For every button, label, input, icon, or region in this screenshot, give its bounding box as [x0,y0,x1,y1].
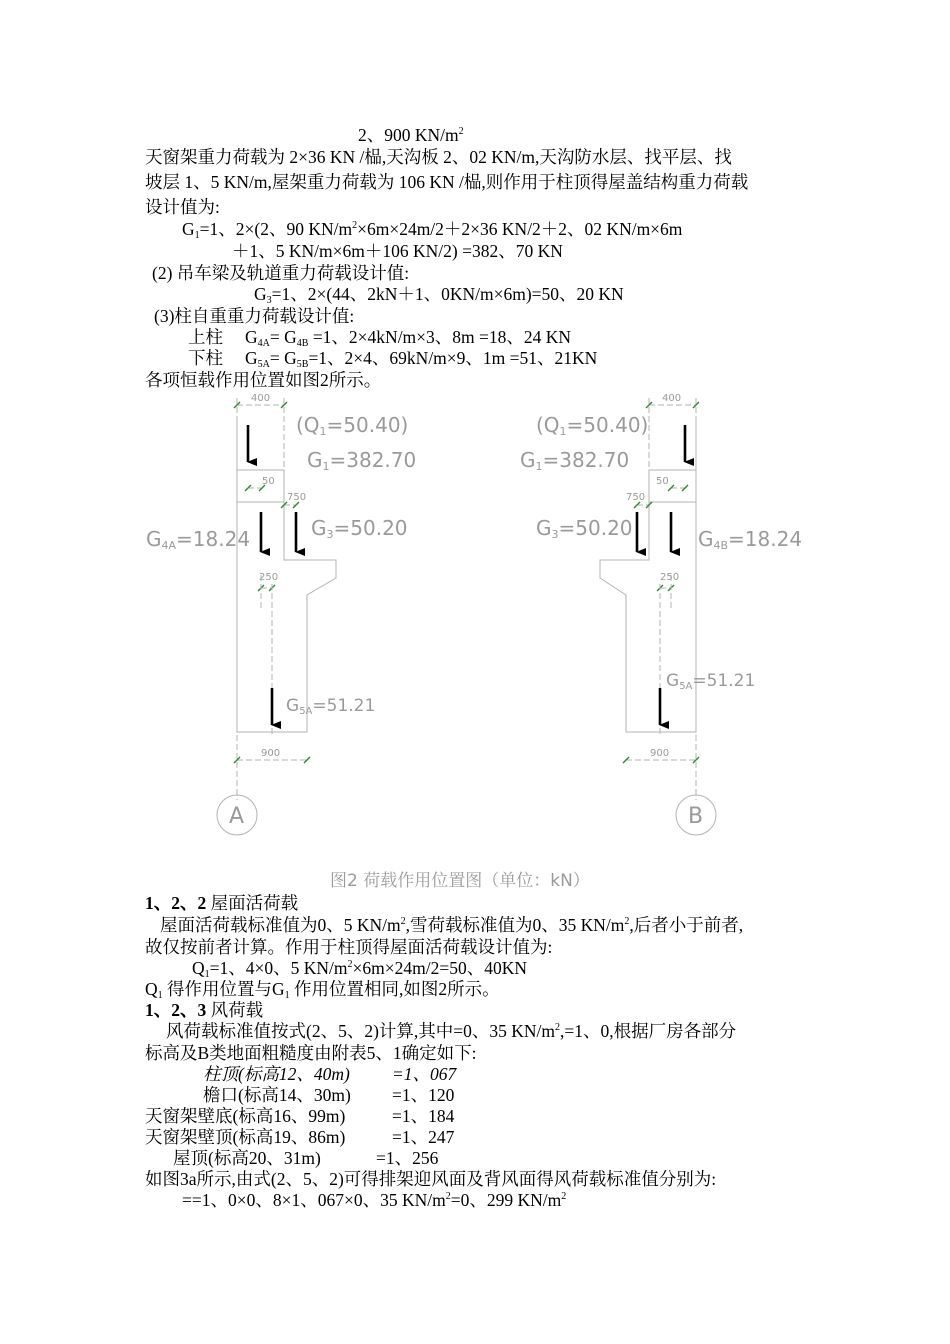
text-wind-load-3: 如图3a所示,由式(2、5、2)可得排架迎风面及背风面得风荷载标准值分别为: [145,1169,717,1189]
dim-750-a: 750 [287,492,307,503]
section-1-2-3-heading: 1、2、3 风荷载 [145,1000,264,1020]
formula-g1-line2: ＋1、5 KN/m×6m＋106 KN/2) =382、70 KN [232,241,563,261]
dim-900-a: 900 [261,748,281,759]
formula-g1-line1: $G_1=1$、2×(2、90 $KN/m^2\times 6m\times 24m/2+2\times 36$ KN/2＋2、02 KN/m×6m [182,219,683,241]
text-roof-live-load-2: 故仅按前者计算。作用于柱顶得屋面活荷载设计值为: [145,937,553,957]
text-column-self-weight: (3)柱自重重力荷载设计值: [154,306,355,326]
dim-50-a: 50 [262,476,275,487]
row-roof-top-value: =1、256 [376,1148,439,1168]
row-column-top-value: =1、067 [392,1064,457,1084]
dim-50-b: 50 [656,476,669,487]
label-g5a-a: G5A=51.21 [286,696,376,717]
row-eave-value: =1、120 [392,1085,455,1105]
row-roof-top-label: 屋顶(标高20、31m) [173,1148,321,1168]
text-line-4: 设计值为: [145,197,220,217]
label-g1-a: G1=382.70 [307,448,417,473]
dim-750-b: 750 [626,492,646,503]
formula-upper-column: 上柱 $G_{4A}= G_{4B} =1$、2×4kN/m×3、8m =18、24 KN [188,327,572,349]
text-line-1: 2、900 $KN/m^2$ [358,125,464,145]
figure-caption: 图2 荷载作用位置图（单位：kN） [330,871,590,891]
label-g3-b: G3=50.20 [536,516,633,541]
formula-wind-load: ==1、0×0、8×1、067×0、35 $KN/m^2=0$、299 $KN/m^2$ [182,1190,567,1210]
label-g1-b: G1=382.70 [520,448,630,473]
row-skylight-top-value: =1、247 [392,1127,455,1147]
row-eave-label: 檐口(标高14、30m) [203,1085,351,1105]
row-skylight-top-label: 天窗架壁顶(标高19、86m) [145,1127,346,1147]
text-wind-load-2: 标高及B类地面粗糙度由附表5、1确定如下: [145,1043,477,1063]
dim-400-a: 400 [251,393,271,404]
text-wind-load-1: 风荷载标准值按式(2、5、2)计算,其中=0、35 $KN/m^2,=1$、0,根据厂房各部分 [166,1021,737,1041]
row-skylight-bottom-value: =1、184 [392,1106,455,1126]
dim-250-b: 250 [660,572,680,583]
dim-400-b: 400 [662,393,682,404]
row-column-top-label: 柱顶(标高12、40m) [203,1064,350,1084]
text-roof-live-load-1: 屋面活荷载标准值为0、5 $KN/m^2$,雪荷载标准值为0、35 $KN/m^2$,后者小于前者, [160,915,744,935]
dim-250-a: 250 [259,572,279,583]
label-q1-b: (Q1=50.40) [536,413,649,438]
dim-900-b: 900 [650,748,670,759]
formula-q1: $Q_1=1$、4×0、5 $KN/m^2\times 6m\times 24m/2=50$、40KN [192,958,527,980]
section-1-2-2-heading: 1、2、2 屋面活荷载 [145,893,299,913]
axis-label-a: A [229,804,245,829]
formula-g3: $G_3=1$、2×(44、2kN＋1、0KN/m×6m)=50、20 KN [254,284,624,306]
label-q1-a: (Q1=50.40) [296,413,409,438]
text-crane-beam: (2) 吊车梁及轨道重力荷载设计值: [152,263,410,283]
label-g5a-b: G5A=51.21 [666,671,756,692]
label-g3-a: G3=50.20 [311,516,408,541]
label-g4b: G4B=18.24 [698,527,803,552]
text-q1-position: $Q_1$ 得作用位置与$G_1$ 作用位置相同,如图2所示。 [145,979,500,1001]
axis-label-b: B [688,804,704,829]
text-figure-intro: 各项恒载作用位置如图2所示。 [145,370,382,390]
text-line-3: 坡层 1、5 KN/m,屋架重力荷载为 106 KN /榀,则作用于柱顶得屋盖结构重力荷载 [145,172,749,192]
row-skylight-bottom-label: 天窗架壁底(标高16、99m) [145,1106,346,1126]
label-g4a: G4A=18.24 [146,527,251,552]
text-line-2: 天窗架重力荷载为 2×36 KN /榀,天沟板 2、02 KN/m,天沟防水层、找平层、找 [145,147,732,167]
formula-lower-column: 下柱 $G_{5A}= G_{5B}=1$、2×4、69kN/m×9、1m =51、21KN [188,348,598,370]
